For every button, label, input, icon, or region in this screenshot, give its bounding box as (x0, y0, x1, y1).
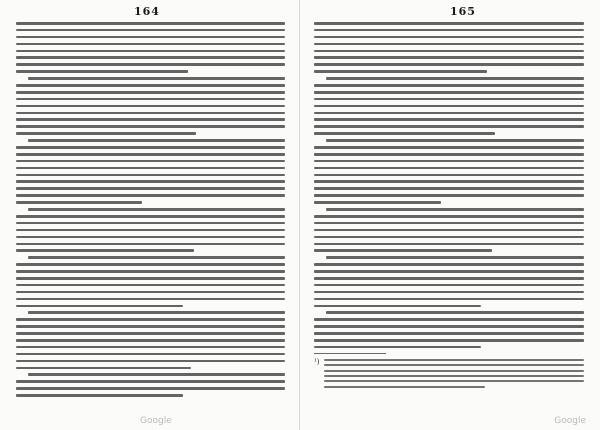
text-line-placeholder (314, 298, 584, 301)
text-line-placeholder (314, 132, 495, 135)
footnote-line-placeholder (324, 380, 584, 382)
text-line-placeholder (16, 132, 196, 135)
text-line-placeholder (16, 387, 285, 390)
text-line-placeholder (16, 367, 191, 370)
text-line-placeholder (16, 98, 285, 101)
text-line-placeholder (16, 305, 183, 308)
text-line-placeholder (314, 270, 584, 273)
text-line-placeholder (16, 125, 285, 128)
text-line-placeholder (16, 36, 285, 39)
text-line-placeholder (16, 43, 285, 46)
text-line-placeholder (16, 332, 285, 335)
footnote-divider (314, 353, 386, 354)
text-line-placeholder (16, 118, 285, 121)
text-line-placeholder (28, 77, 285, 80)
text-line-placeholder (16, 298, 285, 301)
text-line-placeholder (326, 256, 584, 259)
text-line-placeholder (28, 208, 285, 211)
text-line-placeholder (314, 318, 584, 321)
text-line-placeholder (326, 139, 584, 142)
text-line-placeholder (314, 50, 584, 53)
text-line-placeholder (314, 84, 584, 87)
text-line-placeholder (28, 373, 285, 376)
footnote-line-placeholder (324, 364, 584, 366)
text-line-placeholder (16, 325, 285, 328)
text-line-placeholder (314, 105, 584, 108)
text-line-placeholder (314, 222, 584, 225)
page-right (300, 0, 600, 430)
text-line-placeholder (16, 29, 285, 32)
text-line-placeholder (314, 167, 584, 170)
text-line-placeholder (16, 194, 285, 197)
text-line-placeholder (314, 339, 584, 342)
text-line-placeholder (16, 84, 285, 87)
text-line-placeholder (314, 63, 584, 66)
page-number-left: 164 (134, 5, 160, 18)
text-line-placeholder (16, 277, 285, 280)
text-line-placeholder (326, 77, 584, 80)
text-line-placeholder (314, 243, 584, 246)
text-line-placeholder (314, 98, 584, 101)
text-line-placeholder (16, 22, 285, 25)
text-line-placeholder (16, 167, 285, 170)
text-line-placeholder (326, 311, 584, 314)
text-line-placeholder (16, 380, 285, 383)
text-line-placeholder (16, 105, 285, 108)
text-line-placeholder (28, 139, 285, 142)
text-line-placeholder (16, 187, 285, 190)
text-line-placeholder (16, 180, 285, 183)
text-line-placeholder (314, 201, 441, 204)
text-line-placeholder (314, 56, 584, 59)
text-line-placeholder (314, 160, 584, 163)
text-line-placeholder (16, 353, 285, 356)
text-line-placeholder (314, 22, 584, 25)
text-line-placeholder (16, 174, 285, 177)
text-line-placeholder (16, 63, 285, 66)
text-line-placeholder (314, 118, 584, 121)
text-line-placeholder (314, 215, 584, 218)
text-line-placeholder (16, 263, 285, 266)
text-line-placeholder (314, 277, 584, 280)
text-line-placeholder (314, 325, 584, 328)
text-line-placeholder (16, 146, 285, 149)
text-line-placeholder (28, 311, 285, 314)
footnote-line-placeholder (324, 370, 584, 372)
text-line-placeholder (16, 318, 285, 321)
text-line-placeholder (314, 112, 584, 115)
body-text-left (16, 22, 285, 397)
page-number-right: 165 (450, 5, 476, 18)
text-line-placeholder (314, 187, 584, 190)
text-line-placeholder (16, 160, 285, 163)
text-line-placeholder (16, 112, 285, 115)
text-line-placeholder (16, 56, 285, 59)
text-line-placeholder (314, 70, 487, 73)
text-line-placeholder (16, 394, 183, 397)
text-line-placeholder (16, 153, 285, 156)
text-line-placeholder (326, 208, 584, 211)
text-line-placeholder (16, 229, 285, 232)
footnote-marker: ¹) (314, 357, 320, 366)
text-line-placeholder (314, 91, 584, 94)
footnote-line-placeholder (324, 386, 485, 388)
text-line-placeholder (16, 70, 188, 73)
text-line-placeholder (16, 91, 285, 94)
text-line-placeholder (314, 236, 584, 239)
watermark-left: Google (140, 416, 172, 426)
text-line-placeholder (314, 291, 584, 294)
text-line-placeholder (16, 201, 142, 204)
text-line-placeholder (16, 270, 285, 273)
text-line-placeholder (314, 146, 584, 149)
footnote-line-placeholder (324, 375, 584, 377)
footnote-line-placeholder (324, 359, 584, 361)
body-text-right (314, 22, 584, 348)
text-line-placeholder (16, 50, 285, 53)
text-line-placeholder (314, 153, 584, 156)
text-line-placeholder (28, 256, 285, 259)
footnote (314, 359, 584, 391)
text-line-placeholder (314, 29, 584, 32)
footnote-text (324, 359, 584, 391)
text-line-placeholder (314, 125, 584, 128)
text-line-placeholder (16, 346, 285, 349)
text-line-placeholder (314, 194, 584, 197)
text-line-placeholder (16, 291, 285, 294)
text-line-placeholder (16, 284, 285, 287)
text-line-placeholder (314, 229, 584, 232)
text-line-placeholder (314, 305, 481, 308)
text-line-placeholder (16, 222, 285, 225)
text-line-placeholder (314, 43, 584, 46)
text-line-placeholder (16, 243, 285, 246)
text-line-placeholder (16, 339, 285, 342)
text-line-placeholder (16, 236, 285, 239)
text-line-placeholder (314, 263, 584, 266)
text-line-placeholder (314, 249, 492, 252)
text-line-placeholder (314, 346, 481, 349)
text-line-placeholder (314, 284, 584, 287)
text-line-placeholder (314, 180, 584, 183)
text-line-placeholder (314, 36, 584, 39)
text-line-placeholder (16, 249, 194, 252)
text-line-placeholder (16, 215, 285, 218)
text-line-placeholder (16, 360, 285, 363)
watermark-right: Google (554, 416, 586, 426)
text-line-placeholder (314, 332, 584, 335)
text-line-placeholder (314, 174, 584, 177)
